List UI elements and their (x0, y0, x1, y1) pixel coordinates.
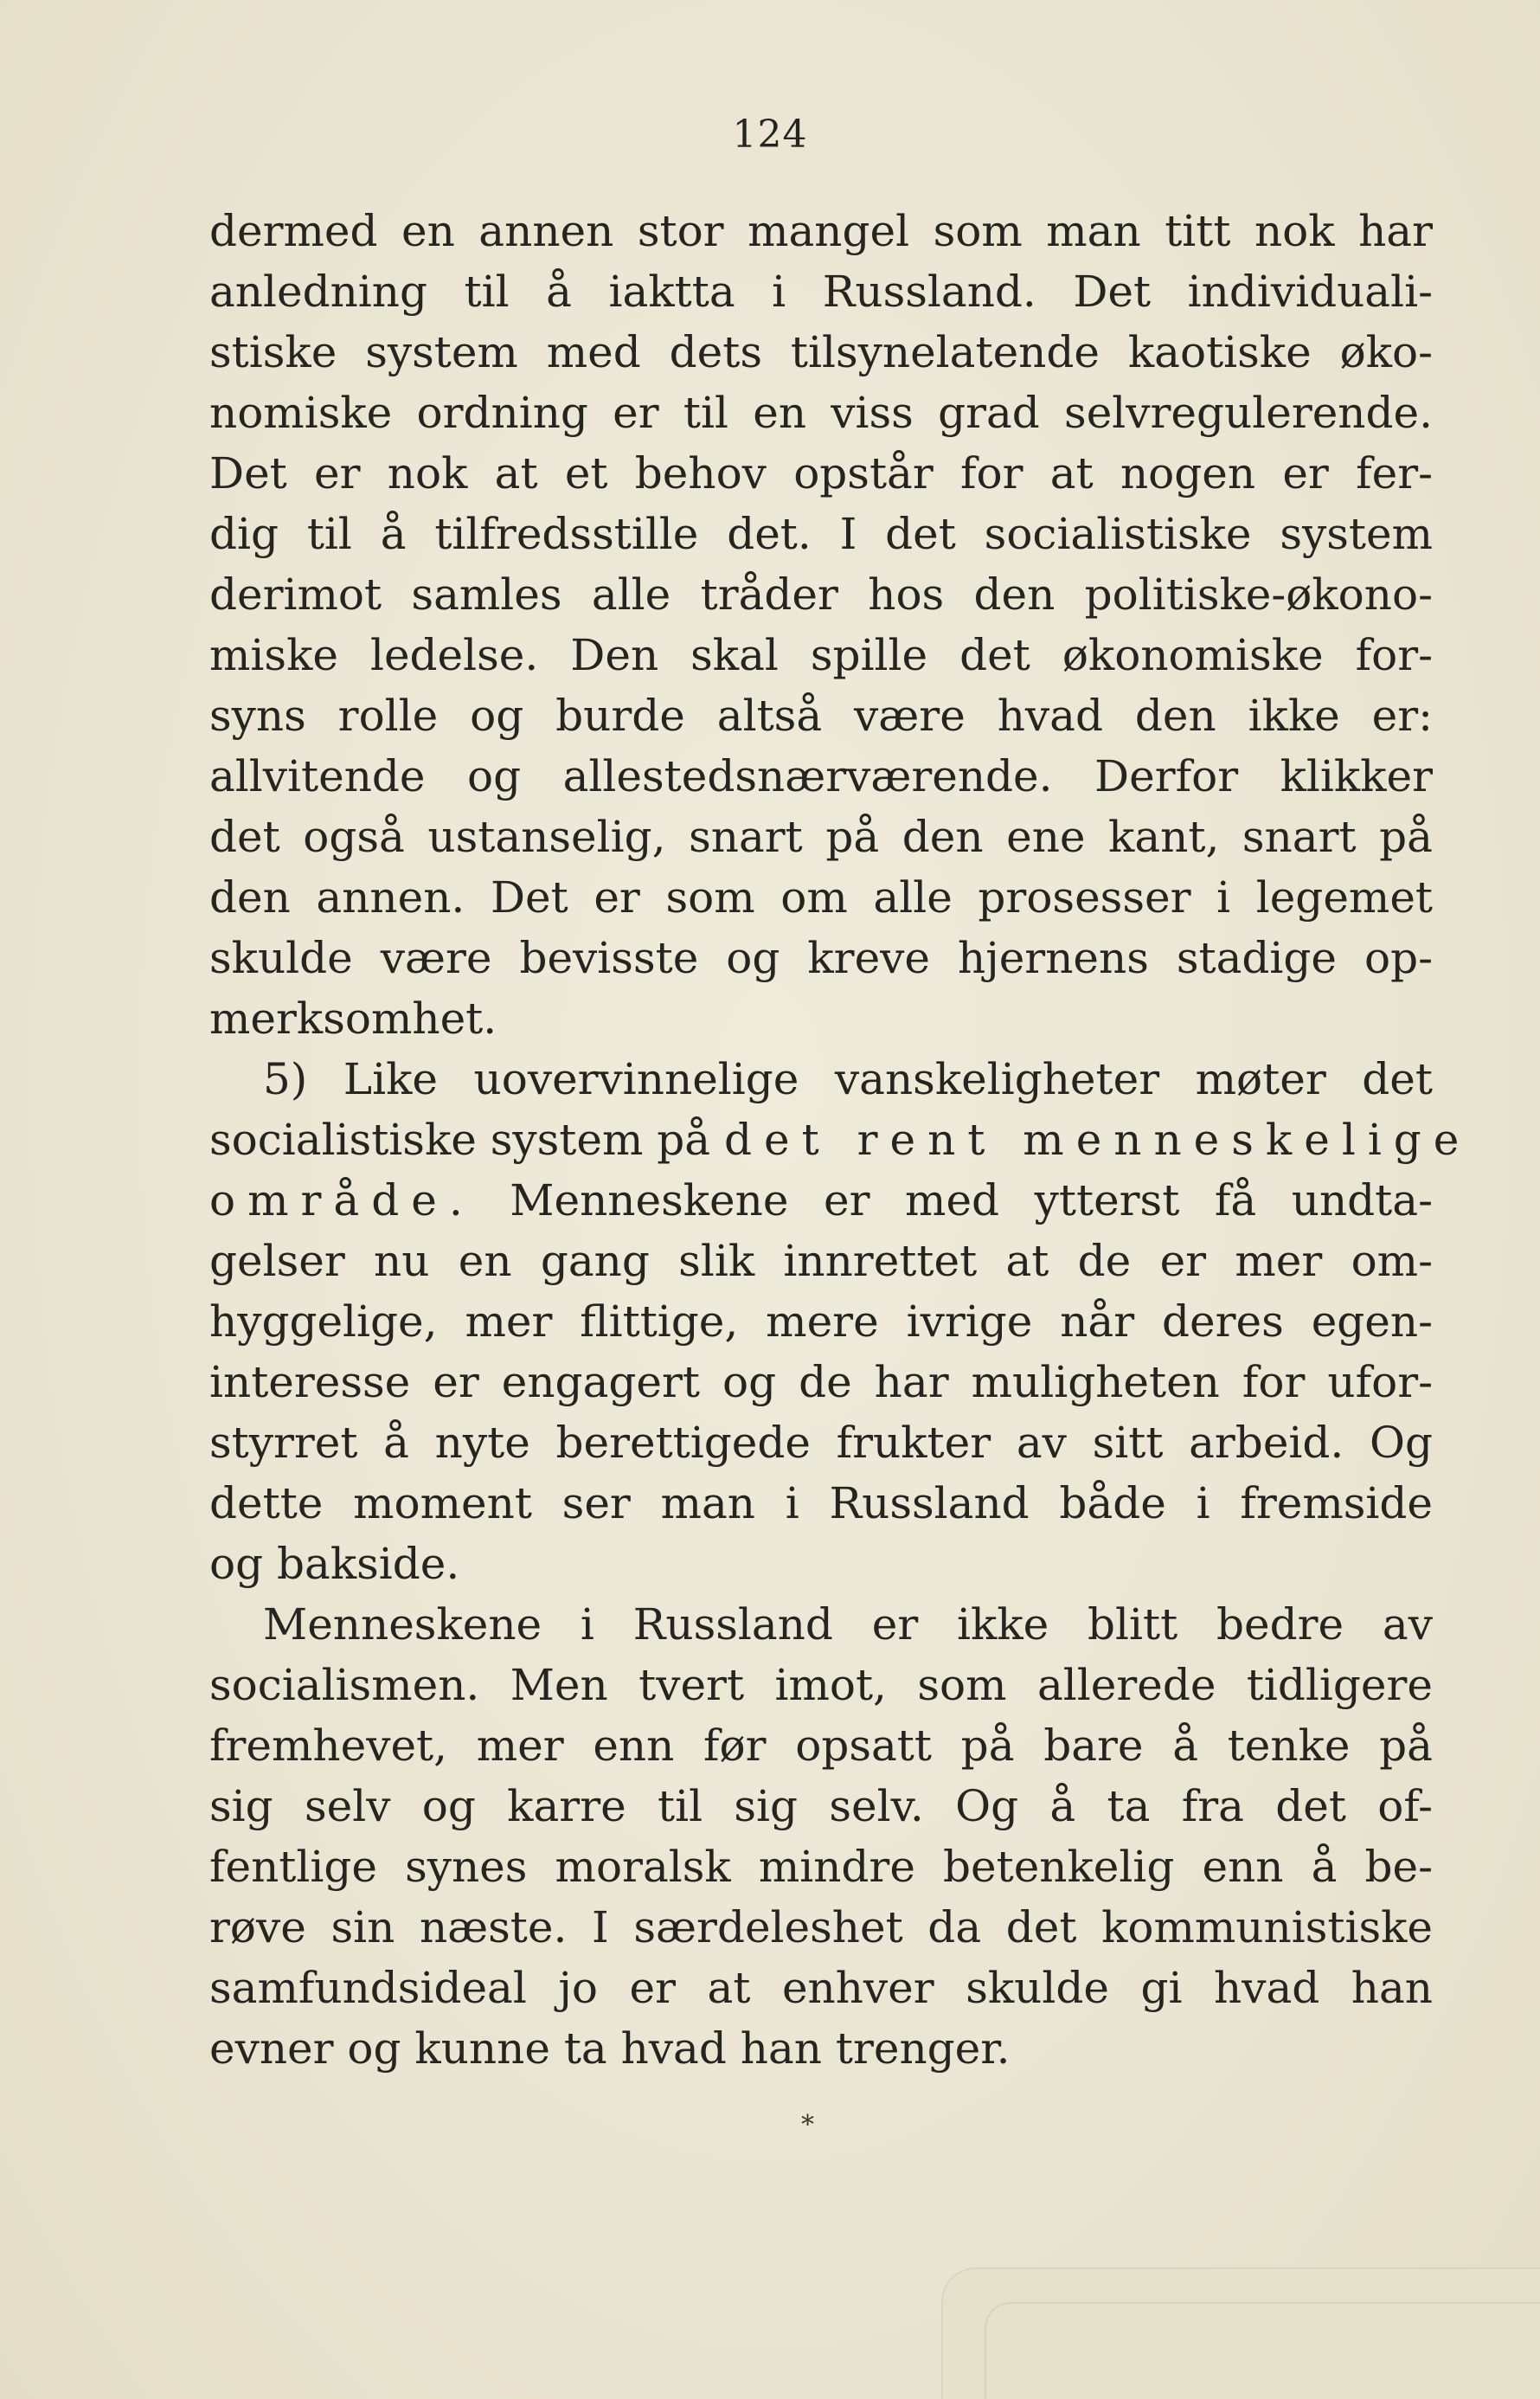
text-line: styrret å nyte berettigede frukter av sitt arbeid. Og (209, 1418, 1433, 1468)
body-text (209, 201, 1472, 2079)
text-line: dermed en annen stor mangel som man titt nok har (209, 206, 1433, 256)
text-line: Menneskene i Russland er ikke blitt bedre av (263, 1599, 1433, 1650)
text-line: og bakside. (209, 1539, 460, 1589)
text-line: anledning til å iaktta i Russland. Det individuali- (209, 267, 1433, 317)
text-line: det også ustanselig, snart på den ene kant, snart på (209, 812, 1433, 862)
text-line: nomiske ordning er til en viss grad selvregulerende. (209, 388, 1433, 438)
text-line: sig selv og karre til sig selv. Og å ta fra det of- (209, 1781, 1433, 1831)
text-line: Det er nok at et behov opstår for at nogen er fer- (209, 448, 1433, 498)
text-line: dette moment ser man i Russland både i fremside (209, 1478, 1433, 1528)
text-line: stiske system med dets tilsynelatende kaotiske øko- (209, 327, 1433, 377)
text-line: den annen. Det er som om alle prosesser i legemet (209, 872, 1433, 923)
page-number: 124 (732, 113, 808, 157)
text-line: skulde være bevisste og kreve hjernens stadige op- (209, 933, 1433, 983)
text-line: derimot samles alle tråder hos den politiske-økono- (209, 569, 1433, 620)
line-start: socialistiske system på (209, 1115, 711, 1165)
spaced-phrase: område. (209, 1175, 475, 1225)
text-line: allvitende og allestedsnærværende. Derfor klikker (209, 751, 1433, 801)
paper-stain-edge (985, 2302, 1540, 2399)
text-line: socialismen. Men tvert imot, som allerede tidligere (209, 1660, 1433, 1710)
text-line: fremhevet, mer enn før opsatt på bare å tenke på (209, 1720, 1433, 1771)
text-line: gelser nu en gang slik innrettet at de er mer om- (209, 1236, 1433, 1286)
text-line: røve sin næste. I særdeleshet da det kommunistiske (209, 1902, 1433, 1952)
text-line-with-spaced-phrase (209, 1170, 1433, 1231)
spaced-phrase: det rent menneskelige (724, 1115, 1472, 1165)
footer-asterisk: * (801, 2110, 814, 2140)
text-line: interesse er engagert og de har muligheten for ufor- (209, 1357, 1433, 1407)
text-line: fentlige synes moralsk mindre betenkelig enn å be- (209, 1842, 1433, 1892)
text-line: samfundsideal jo er at enhver skulde gi hvad han (209, 1963, 1433, 2013)
text-line: miske ledelse. Den skal spille det økonomiske for- (209, 630, 1433, 680)
text-line: hyggelige, mer flittige, mere ivrige når deres egen- (209, 1296, 1433, 1347)
text-line: dig til å tilfredsstille det. I det socialistiske system (209, 509, 1433, 559)
text-line: evner og kunne ta hvad han trenger. (209, 2023, 1011, 2074)
text-line: merksomhet. (209, 994, 497, 1044)
line-rest: Menneskene er med ytterst få undta- (510, 1175, 1433, 1225)
text-line: 5) Like uovervinnelige vanskeligheter møter det (263, 1054, 1433, 1104)
text-line-with-spaced-phrase (209, 1109, 1472, 1170)
text-line: syns rolle og burde altså være hvad den ikke er: (209, 691, 1433, 741)
